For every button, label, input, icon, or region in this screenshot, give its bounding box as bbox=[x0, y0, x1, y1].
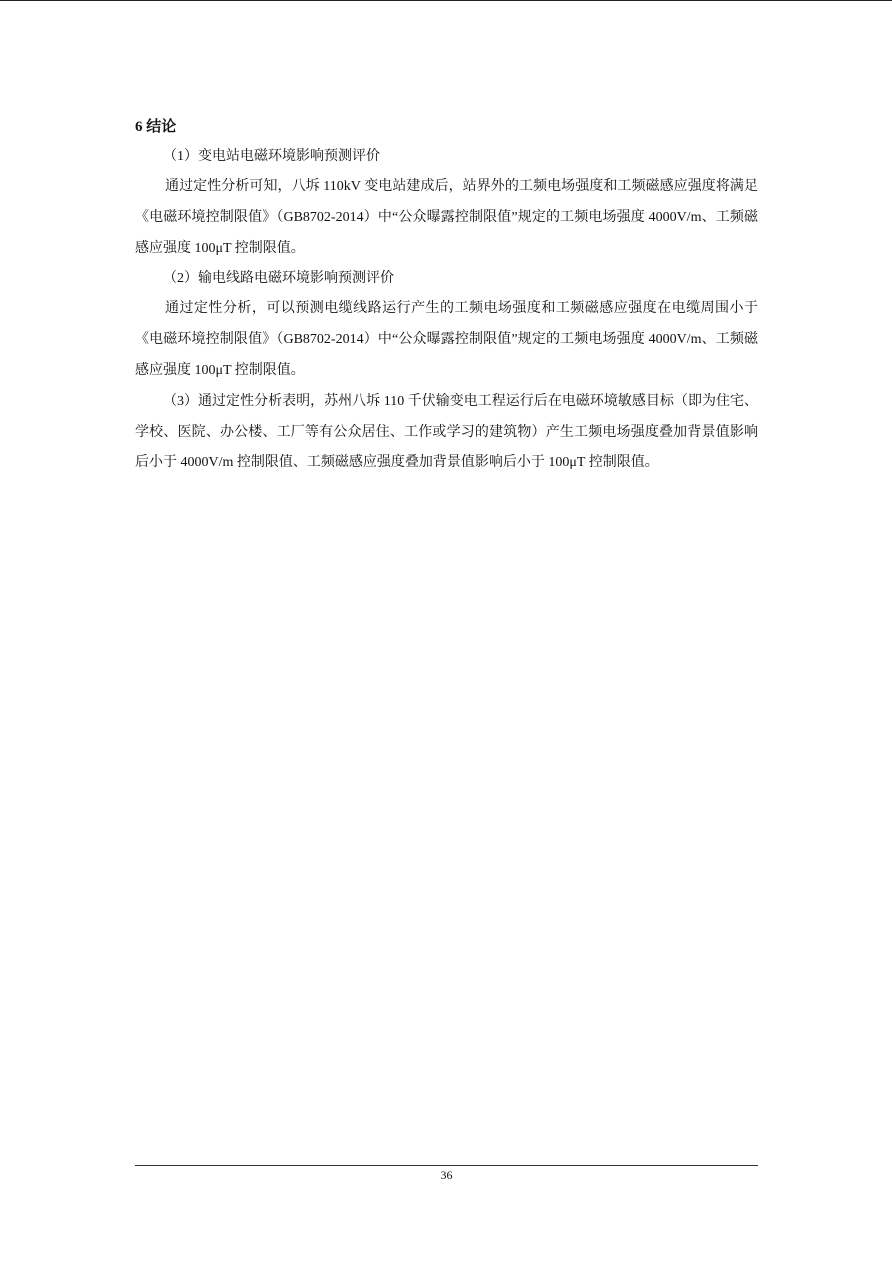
paragraph-transmission-line: 通过定性分析，可以预测电缆线路运行产生的工频电场强度和工频磁感应强度在电缆周围小于《电磁环境控制限值》（GB8702-2014）中“公众曝露控制限值”规定的工频电场强度 4000V/m、工频磁感应强度 100μT 控制限值。 bbox=[135, 301, 758, 378]
footer-divider bbox=[135, 1165, 758, 1166]
page-top-border bbox=[0, 0, 892, 1]
paragraph-sensitive-targets: （3）通过定性分析表明，苏州八坼 110 千伏输变电工程运行后在电磁环境敏感目标（即为住宅、学校、医院、办公楼、工厂等有公众居住、工作或学习的建筑物）产生工频电场强度叠加背景值影响后小于 4000V/m 控制限值、工频磁感应强度叠加背景值影响后小于 100μT 控制限值。 bbox=[135, 393, 758, 471]
subheading-substation: （1）变电站电磁环境影响预测评价 bbox=[163, 149, 380, 164]
paragraph-substation: 通过定性分析可知，八坼 110kV 变电站建成后，站界外的工频电场强度和工频磁感应强度将满足《电磁环境控制限值》（GB8702-2014）中“公众曝露控制限值”规定的工频电场强度 4000V/m、工频磁感应强度 100μT 控制限值。 bbox=[135, 179, 758, 256]
section-heading: 6 结论 bbox=[135, 119, 177, 135]
page-number: 36 bbox=[440, 1168, 453, 1182]
document-body bbox=[135, 112, 758, 479]
subheading-transmission-line: （2）输电线路电磁环境影响预测评价 bbox=[163, 271, 394, 287]
